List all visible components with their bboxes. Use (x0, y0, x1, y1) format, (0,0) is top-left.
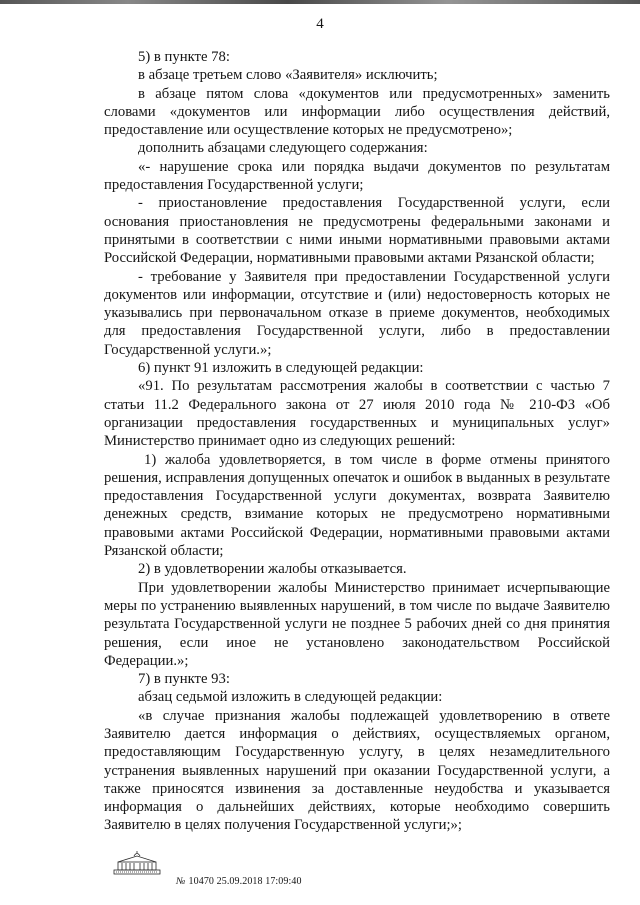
document-body (104, 48, 610, 835)
paragraph-satisfaction-measures: При удовлетворении жалобы Министерство принимает исчерпывающие меры по устранению выявленных нарушений, в том числе по выдаче Заявителю результата Государственной услуги не позднее 5 рабочих дней со дня принятия решения, если иное не установлено законодательством Российской Федерации.»; (104, 579, 610, 669)
paragraph-violation-deadline: «- нарушение срока или порядка выдачи документов по результатам предоставления Государственной услуги; (104, 158, 610, 194)
registration-text: 10470 25.09.2018 17:09:40 (188, 876, 302, 887)
number-sign: № (176, 876, 186, 887)
paragraph-abzats-seventh: абзац седьмой изложить в следующей редакции: (138, 689, 443, 706)
paragraph-item-6: 6) пункт 91 изложить в следующей редакции: (138, 360, 424, 377)
paragraph-requirement: - требование у Заявителя при предоставлении Государственной услуги документов или информации, отсутствие и (или) недостоверность которых не указывались при первоначальном отказе в приеме документов, необходимых для предоставления Государственной услуги, либо в предоставлении Государственной услуги.»; (104, 268, 610, 358)
paragraph-decision-1: 1) жалоба удовлетворяется, в том числе в форме отмены принятого решения, исправления допущенных опечаток и ошибок в выданных в результате предоставления Государственной услуги документах, возврата Заявителю денежных средств, взимание которых не предусмотрено нормативными правовыми актами Российской Федерации, нормативными правовыми актами Рязанской области; (104, 451, 610, 560)
scan-edge (0, 0, 640, 4)
paragraph-item-7: 7) в пункте 93: (138, 671, 230, 688)
building-stamp-icon (112, 850, 162, 876)
paragraph-item-5: 5) в пункте 78: (138, 49, 230, 65)
paragraph-decision-2: 2) в удовлетворении жалобы отказывается. (138, 561, 407, 578)
paragraph-suspension: - приостановление предоставления Государственной услуги, если основания приостановления не предусмотрены федеральными законами и принятыми в соответствии с ними иными нормативными правовыми актами Российской Федерации, нормативными правовыми актами Рязанской области; (104, 195, 610, 267)
paragraph-response-info: «в случае признания жалобы подлежащей удовлетворению в ответе Заявителю дается информация о действиях, осуществляемых органом, предоставляющим Государственную услугу, в целях незамедлительного устранения выявленных нарушений при оказании Государственной услуги, а также приносятся извинения за доставленные неудобства и указывается информация о дальнейших действиях, которые необходимо совершить Заявителю в целях получения Государственной услуги;»; (104, 707, 610, 834)
paragraph-delete-word: в абзаце третьем слово «Заявителя» исключить; (138, 67, 438, 84)
paragraph-replace-words: в абзаце пятом слова «документов или предусмотренных» заменить словами «документов или информации либо осуществления действий, предоставление или осуществление которых не предусмотрено»; (104, 85, 610, 139)
registration-number (176, 876, 302, 887)
page-number: 4 (316, 16, 324, 32)
paragraph-point-91: «91. По результатам рассмотрения жалобы в соответствии с частью 7 статьи 11.2 Федерального закона от 27 июля 2010 года № 210-ФЗ «Об организации предоставления государственных и муниципальных услуг» Министерство принимает одно из следующих решений: (104, 378, 610, 450)
paragraph-add-abzats: дополнить абзацами следующего содержания: (138, 140, 428, 157)
